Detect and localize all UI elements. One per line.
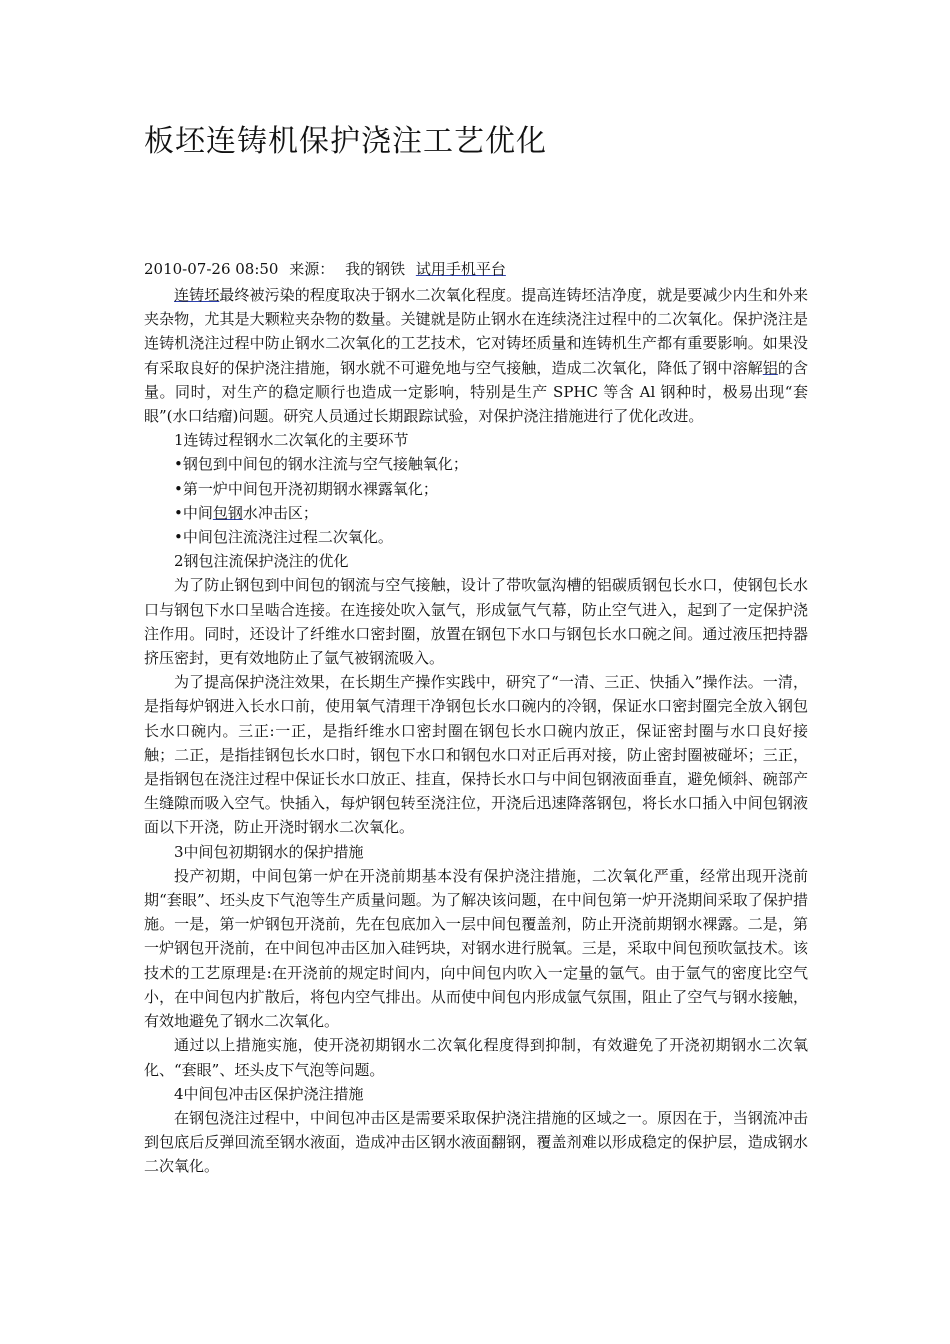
section-4-heading: 4中间包冲击区保护浇注措施: [174, 1084, 364, 1103]
keyword-link-liangzhupi[interactable]: 连铸坯: [174, 286, 220, 304]
section-1-heading: 1连铸过程钢水二次氧化的主要环节: [174, 431, 409, 450]
intro-paragraph: [144, 283, 808, 428]
keyword-link-baogang[interactable]: 包钢: [212, 503, 243, 522]
mobile-platform-link[interactable]: 试用手机平台: [415, 260, 506, 278]
section-3-paragraph-1: 投产初期，中间包第一炉在开浇前期基本没有保护浇注措施，二次氧化严重，经常出现开浇前期“套眼”、坯头皮下气泡等生产质量问题。为了解决该问题，在中间包第一炉开浇期间采取了保护措施。一是，第一炉钢包开浇前，先在包底加入一层中间包覆盖剂，防止开浇前期钢水裸露。二是，第一炉钢包开浇前，在中间包冲击区加入硅钙块，对钢水进行脱氧。三是，采取中间包预吹氩技术。该技术的工艺原理是:在开浇前的规定时间内，向中间包内吹入一定量的氩气。由于氩气的密度比空气小，在中间包内扩散后，将包内空气排出。从而使中间包内形成氩气氛围，阻止了空气与钢水接触，有效地避免了钢水二次氧化。: [144, 866, 808, 1031]
section-1-bullet-4: •中间包注流浇注过程二次氧化。: [174, 528, 393, 547]
intro-text-2: 的含量。同时，对生产的稳定顺行也造成一定影响，特别是生产 SPHC 等含 Al 钢种时，极易出现“套眼”(水口结瘤)问题。研究人员通过长期跟踪试验，对保护浇注措施进行了优化改进。: [144, 358, 808, 426]
bullet-3-post: 水冲击区；: [242, 503, 318, 522]
bullet-3-pre: •中间: [174, 503, 213, 522]
article-meta: [144, 258, 512, 279]
publish-datetime: 2010-07-26 08:50: [144, 260, 279, 278]
section-1-bullet-1: •钢包到中间包的钢水注流与空气接触氧化；: [174, 455, 468, 474]
section-2-heading: 2钢包注流保护浇注的优化: [174, 552, 349, 571]
intro-text: 最终被污染的程度取决于钢水二次氧化程度。提高连铸坯洁净度，就是要减少内生和外来夹杂物，尤其是大颗粒夹杂物的数量。关键就是防止钢水在连续浇注过程中的二次氧化。保护浇注是连铸机浇注过程中防止钢水二次氧化的工艺技术，它对铸坯质量和连铸机生产都有重要影响。如果没有采取良好的保护浇注措施，钢水就不可避免地与空气接触，造成二次氧化，降低了钢中溶解: [144, 286, 808, 377]
article-body: [144, 283, 808, 1179]
keyword-link-lv[interactable]: 铝: [762, 358, 778, 377]
section-3-paragraph-2: 通过以上措施实施，使开浇初期钢水二次氧化程度得到抑制，有效避免了开浇初期钢水二次氧化、“套眼”、坯头皮下气泡等问题。: [144, 1036, 808, 1079]
section-1-bullet-3: [144, 501, 808, 525]
section-3-heading: 3中间包初期钢水的保护措施: [174, 842, 364, 861]
section-4-paragraph-1: 在钢包浇注过程中，中间包冲击区是需要采取保护浇注措施的区域之一。原因在于，当钢流冲击到包底后反弹回流至钢水液面，造成冲击区钢水液面翻钢，覆盖剂难以形成稳定的保护层，造成钢水二次氧化。: [144, 1108, 808, 1176]
source-label: 来源：: [289, 260, 335, 278]
source-name: 我的钢铁: [345, 260, 406, 278]
section-2-paragraph-2: 为了提高保护浇注效果，在长期生产操作实践中，研究了“一清、三正、快插入”操作法。一清，是指每炉钢进入长水口前，使用氧气清理干净钢包长水口碗内的冷钢，保证水口密封圈完全放入钢包长水口碗内。三正:一正，是指纤维水口密封圈在钢包长水口碗内放正，保证密封圈与水口良好接触；二正，是指挂钢包长水口时，钢包下水口和钢包水口对正后再对接，防止密封圈被碰坏；三正，是指钢包在浇注过程中保证长水口放正、挂直，保持长水口与中间包钢液面垂直，避免倾斜、碗部产生缝隙而吸入空气。快插入，每炉钢包转至浇注位，开浇后迅速降落钢包，将长水口插入中间包钢液面以下开浇，防止开浇时钢水二次氧化。: [144, 673, 808, 837]
page-title: 板坯连铸机保护浇注工艺优化: [144, 124, 547, 159]
section-2-paragraph-1: 为了防止钢包到中间包的钢流与空气接触，设计了带吹氩沟槽的铝碳质钢包长水口，使钢包长水口与钢包下水口呈啮合连接。在连接处吹入氩气，形成氩气气幕，防止空气进入，起到了一定保护浇注作用。同时，还设计了纤维水口密封圈，放置在钢包下水口与钢包长水口碗之间。通过液压把持器挤压密封，更有效地防止了氩气被钢流吸入。: [144, 576, 808, 668]
section-1-bullet-2: •第一炉中间包开浇初期钢水裸露氧化；: [174, 479, 438, 498]
